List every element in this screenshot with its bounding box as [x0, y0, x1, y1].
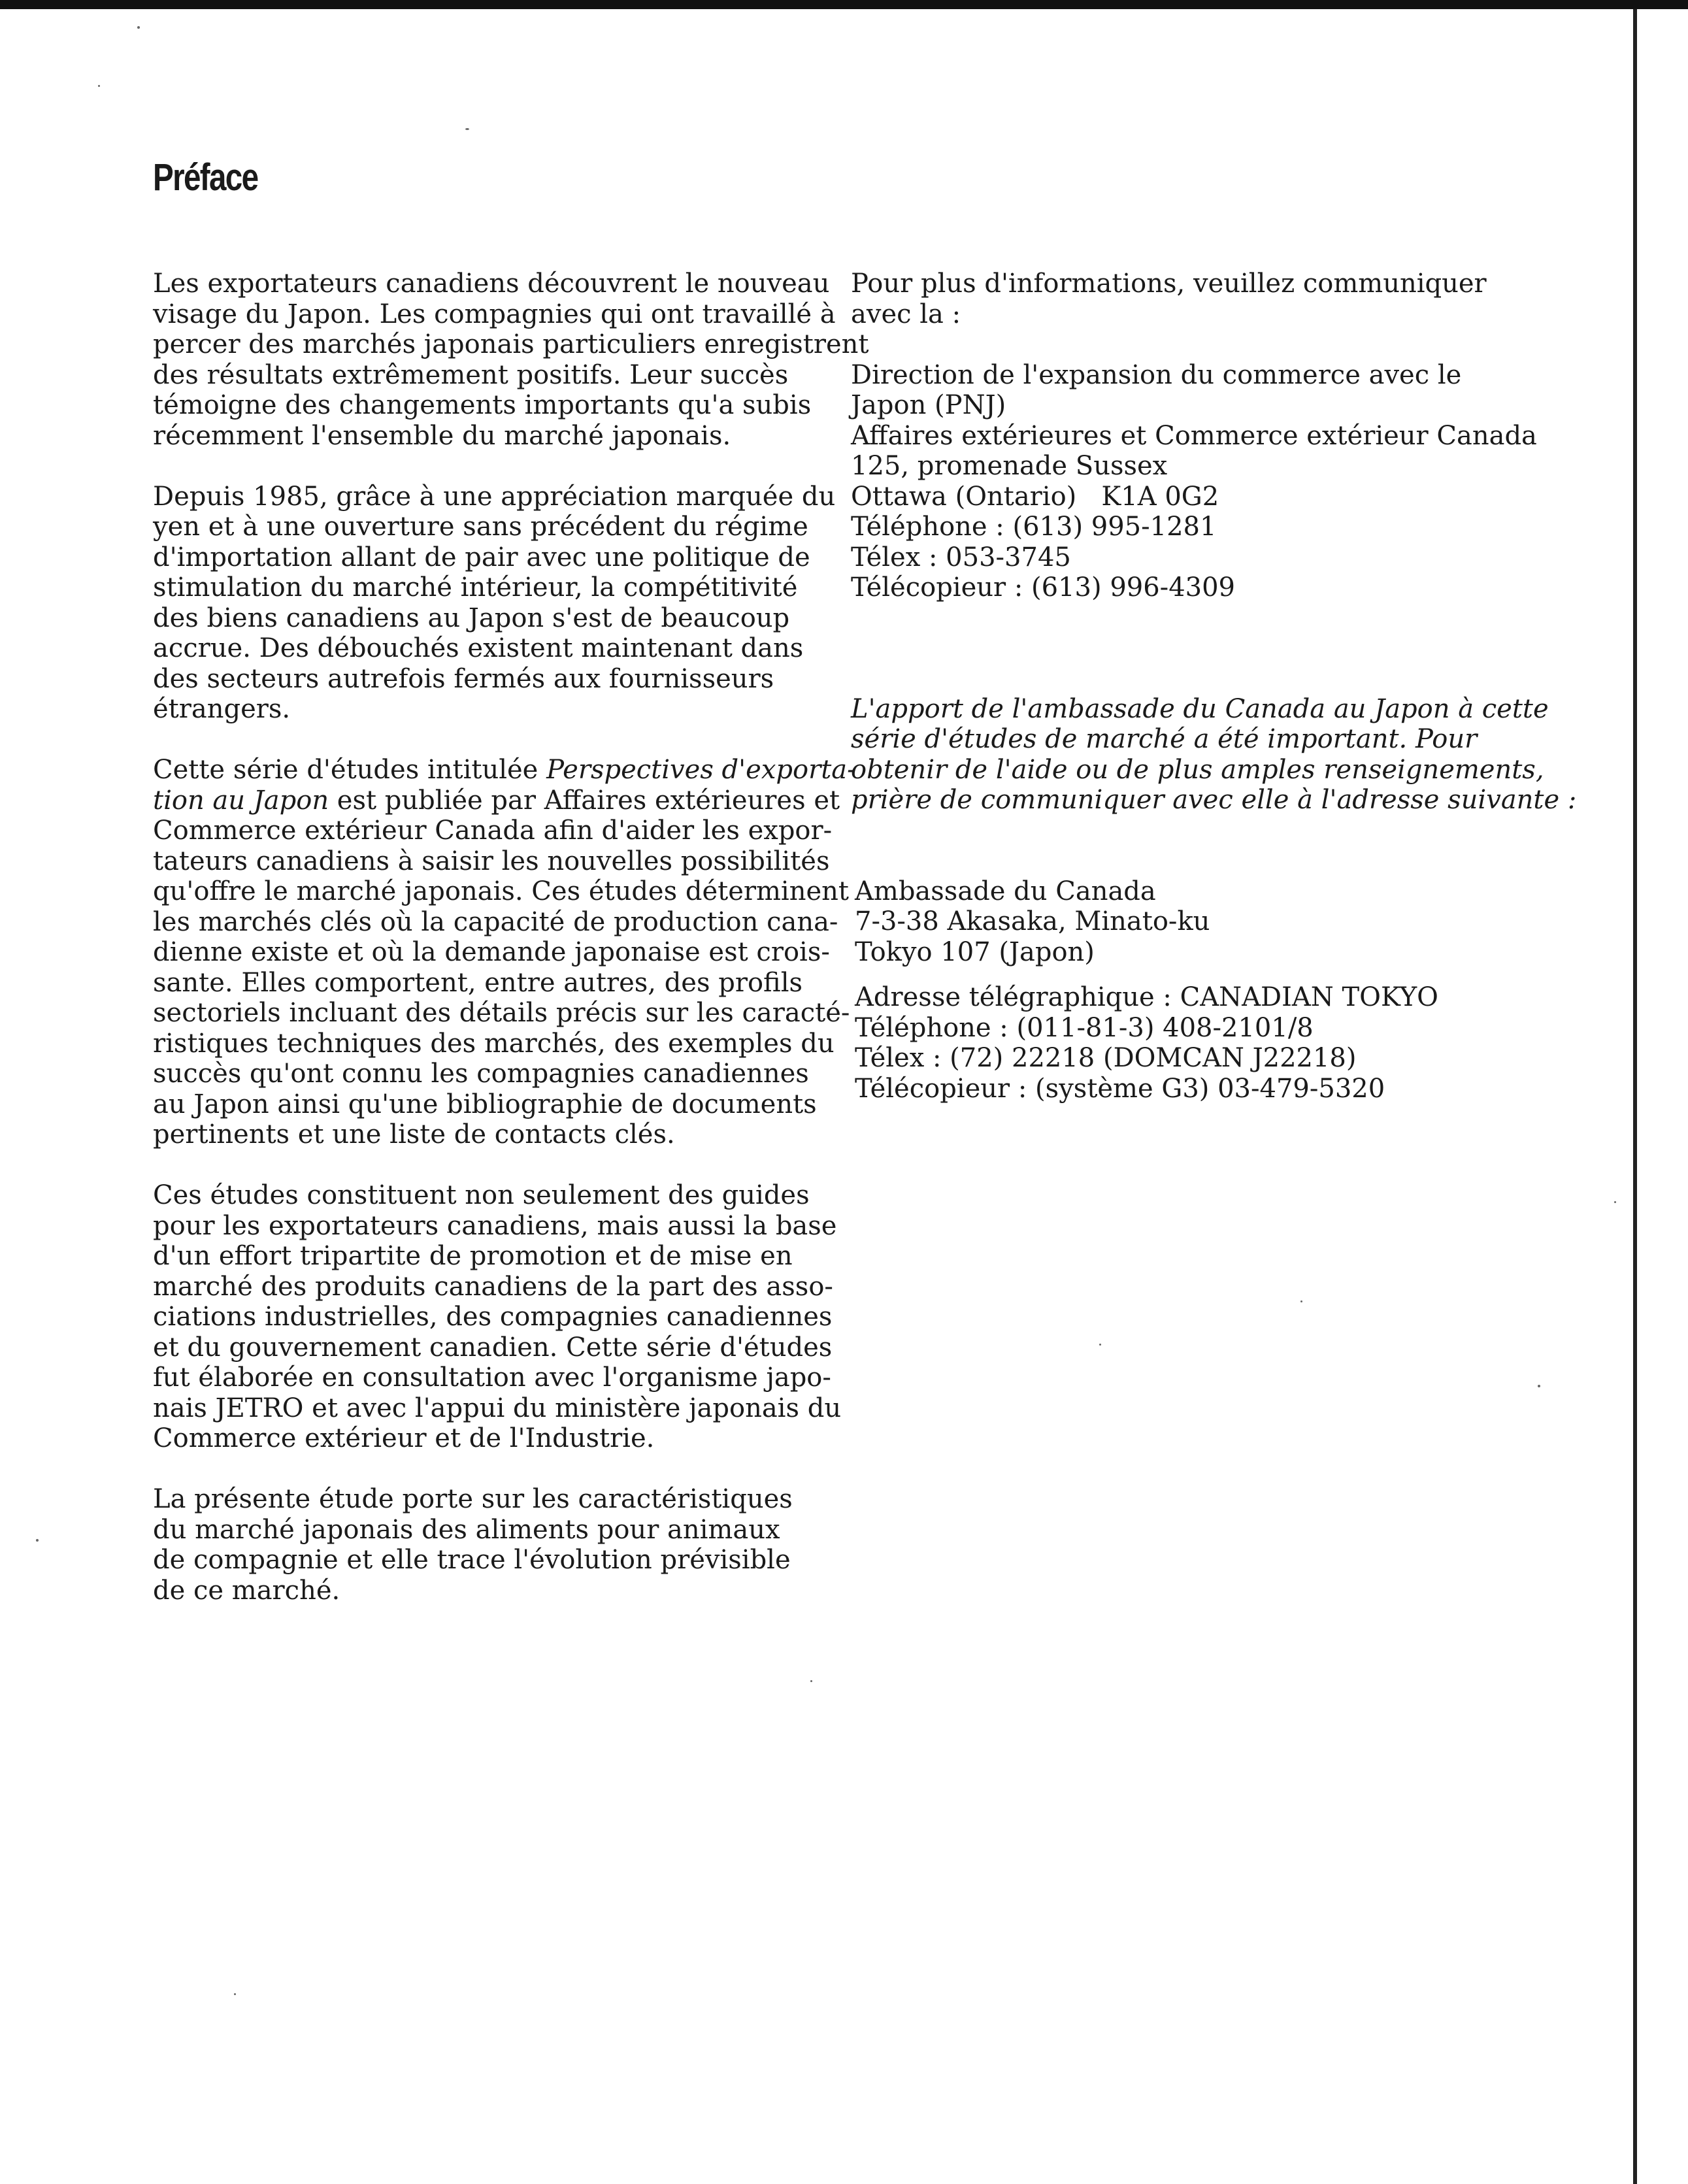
text-line: et du gouvernement canadien. Cette série d'études	[153, 1332, 833, 1363]
address-line: Japon (PNJ)	[851, 390, 1006, 420]
address-line: 125, promenade Sussex	[851, 451, 1168, 481]
text-line: témoigne des changements importants qu'a subis	[153, 390, 812, 420]
text-line: Commerce extérieur Canada afin d'aider les expor-	[153, 816, 833, 846]
spacer	[851, 967, 1557, 982]
series-title-italic: Perspectives d'exporta-	[546, 755, 856, 785]
text-line: de compagnie et elle trace l'évolution prévisible	[153, 1545, 791, 1575]
text-line	[153, 785, 840, 816]
text-line: Les exportateurs canadiens découvrent le nouveau	[153, 269, 830, 299]
scan-speck	[1099, 1344, 1101, 1346]
text-line: série d'études de marché a été important. Pour	[851, 724, 1478, 754]
text-line: dienne existe et où la demande japonaise est crois-	[153, 937, 830, 967]
text-line: étrangers.	[153, 694, 291, 724]
scan-speck	[234, 1993, 236, 1995]
text-line	[153, 755, 856, 786]
scan-speck	[1614, 1201, 1616, 1203]
text-line: Depuis 1985, grâce à une appréciation marquée du	[153, 481, 836, 512]
text-line: L'apport de l'ambassade du Canada au Japon à cette	[851, 693, 1549, 724]
text-line: accrue. Des débouchés existent maintenant dans	[153, 633, 804, 663]
text-line: stimulation du marché intérieur, la compétitivité	[153, 572, 798, 603]
spacer	[851, 329, 1557, 360]
series-title-italic: tion au Japon	[153, 785, 329, 816]
text-line: succès qu'ont connu les compagnies canadiennes	[153, 1059, 809, 1089]
left-column	[153, 269, 869, 1636]
telex-line: Télex : (72) 22218 (DOMCAN J22218)	[855, 1043, 1357, 1073]
text-line: visage du Japon. Les compagnies qui ont travaillé à	[153, 299, 836, 329]
text-line: sectoriels incluant des détails précis sur les caracté-	[153, 998, 850, 1028]
page-title: Préface	[153, 156, 258, 199]
text-line: qu'offre le marché japonais. Ces études déterminent	[153, 876, 849, 906]
scan-top-border	[0, 0, 1688, 9]
phone-line: Téléphone : (011-81-3) 408-2101/8	[855, 1012, 1314, 1043]
text-line: ciations industrielles, des compagnies canadiennes	[153, 1302, 833, 1332]
scan-speck	[1538, 1385, 1540, 1387]
text-line: marché des produits canadiens de la part des asso-	[153, 1271, 833, 1302]
paragraph-intro	[153, 269, 869, 451]
text-line: du marché japonais des aliments pour animaux	[153, 1514, 780, 1545]
text-line: de ce marché.	[153, 1575, 340, 1606]
text-line: des biens canadiens au Japon s'est de beaucoup	[153, 603, 790, 633]
text-line: avec la :	[851, 299, 961, 329]
contact-intro	[851, 269, 1557, 329]
telegraph-line: Adresse télégraphique : CANADIAN TOKYO	[855, 982, 1438, 1012]
paragraph-competitiveness	[153, 481, 836, 725]
paragraph-series	[153, 755, 856, 1150]
text-line: les marchés clés où la capacité de production cana-	[153, 906, 838, 937]
address-line: 7-3-38 Akasaka, Minato-ku	[855, 906, 1210, 936]
text-line: fut élaborée en consultation avec l'organisme japo-	[153, 1363, 831, 1393]
text-line: sante. Elles comportent, entre autres, des profils	[153, 967, 803, 998]
text-line: pertinents et une liste de contacts clés.	[153, 1119, 675, 1150]
text-line: tateurs canadiens à saisir les nouvelles possibilités	[153, 846, 830, 876]
address-line: Affaires extérieures et Commerce extérieur Canada	[851, 420, 1537, 451]
text-line: Pour plus d'informations, veuillez communiquer	[851, 269, 1487, 299]
text-line: nais JETRO et avec l'appui du ministère japonais du	[153, 1393, 842, 1423]
text-line: au Japon ainsi qu'une bibliographie de documents	[153, 1089, 817, 1119]
phone-line: Téléphone : (613) 995-1281	[851, 512, 1217, 542]
spacer	[851, 816, 1557, 876]
text-line: pour les exportateurs canadiens, mais aussi la base	[153, 1210, 837, 1241]
text-line: prière de communiquer avec elle à l'adresse suivante :	[851, 785, 1577, 815]
telex-line: Télex : 053-3745	[851, 542, 1071, 572]
text-line: des secteurs autrefois fermés aux fournisseurs	[153, 663, 774, 694]
text-line: d'un effort tripartite de promotion et de mise en	[153, 1241, 793, 1271]
text-line: La présente étude porte sur les caractéristiques	[153, 1484, 793, 1514]
text-line: yen et à une ouverture sans précédent du régime	[153, 512, 808, 542]
scan-right-edge	[1633, 9, 1637, 2184]
embassy-note	[851, 693, 1577, 816]
embassy-contacts	[855, 982, 1557, 1104]
text-line: Commerce extérieur et de l'Industrie.	[153, 1423, 655, 1453]
address-line: Ottawa (Ontario) K1A 0G2	[851, 481, 1219, 512]
address-line: Direction de l'expansion du commerce avec le	[851, 359, 1462, 390]
paragraph-scope	[153, 1484, 819, 1606]
text-line: récemment l'ensemble du marché japonais.	[153, 420, 731, 451]
text-line: des résultats extrêmement positifs. Leur succès	[153, 359, 789, 390]
scan-speck	[465, 128, 469, 130]
address-line: Tokyo 107 (Japon)	[855, 936, 1095, 967]
text-line: ristiques techniques des marchés, des exemples du	[153, 1028, 835, 1059]
right-column	[851, 269, 1577, 1104]
scan-speck	[98, 85, 100, 87]
paragraph-guides	[153, 1180, 842, 1454]
text-fragment: Cette série d'études intitulée	[153, 755, 547, 785]
scan-speck	[137, 26, 140, 29]
text-line: Ces études constituent non seulement des guides	[153, 1180, 810, 1210]
text-line: percer des marchés japonais particuliers enregistrent	[153, 329, 869, 359]
spacer	[851, 603, 1557, 694]
fax-line: Télécopieur : (système G3) 03-479-5320	[855, 1073, 1385, 1104]
text-fragment: est publiée par Affaires extérieures et	[329, 785, 840, 816]
text-line: obtenir de l'aide ou de plus amples renseignements,	[851, 754, 1544, 785]
direction-address	[851, 360, 1557, 603]
text-line: d'importation allant de pair avec une politique de	[153, 542, 810, 572]
scan-speck	[810, 1680, 812, 1682]
scan-speck	[1300, 1300, 1302, 1302]
address-line: Ambassade du Canada	[855, 876, 1156, 906]
scan-speck	[36, 1539, 39, 1542]
embassy-address	[855, 876, 1557, 968]
fax-line: Télécopieur : (613) 996-4309	[851, 572, 1235, 603]
